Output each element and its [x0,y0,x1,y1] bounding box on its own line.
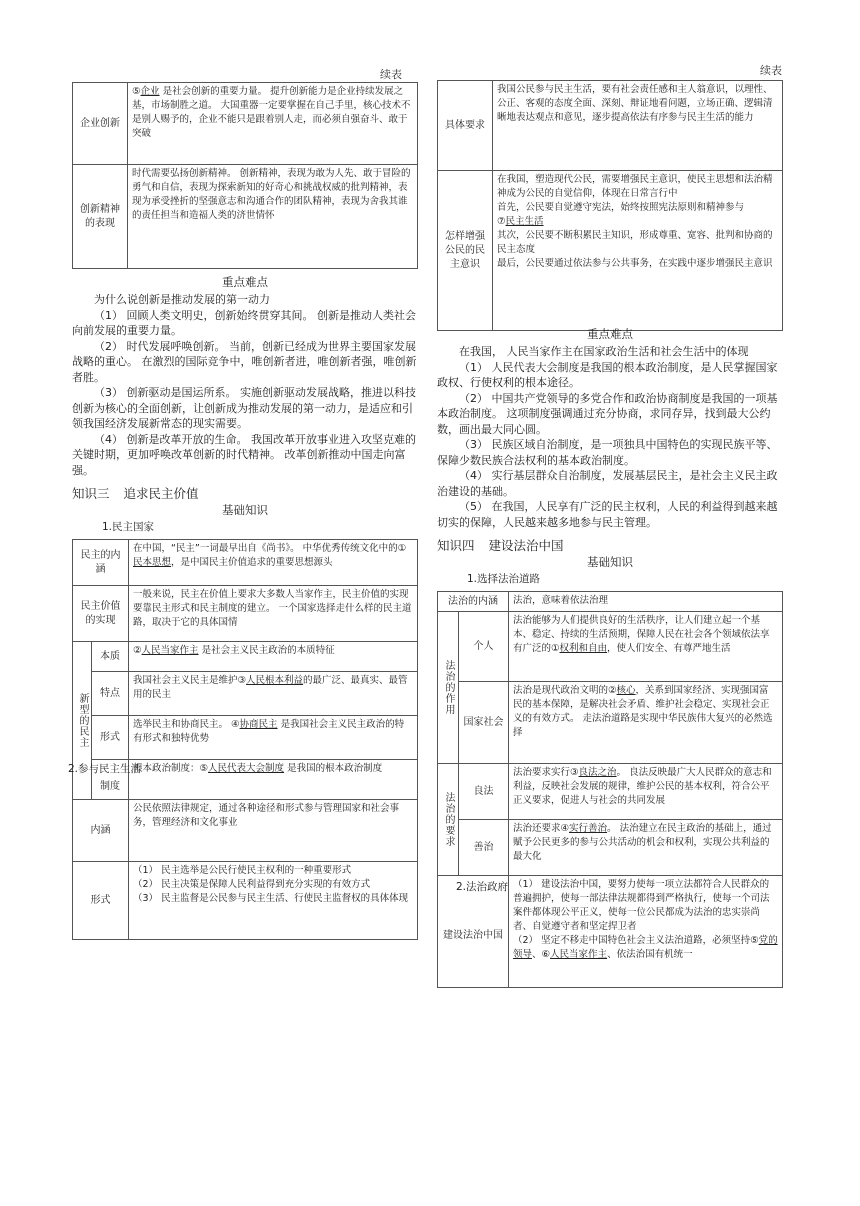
row-text [129,672,418,716]
cell-line: 在我国，塑造现代公民，需要增强民主意识，使民主思想和法治精神成为公民的自觉信仰，体现在日常言行中 [497,174,773,199]
blank-answer: 实行善治 [569,823,608,834]
cell-text: ② [133,645,142,656]
row-label: 个人 [459,612,509,682]
list-item: （2） 民主决策是保障人民利益得到充分实现的有效方式 [133,879,371,890]
cell-text: 是我国的根本政治制度 [284,763,383,774]
participation-table [437,80,783,331]
row-text [509,764,783,820]
group-label: 新型的民主 [73,642,92,800]
row-label: 形式 [73,862,129,940]
cell-line [497,215,778,229]
row-label: 本质 [92,642,129,672]
row-label: 具体要求 [438,81,493,171]
row-text: 是社会创新的重要力量。 提升创新能力是企业持续发展之基，市场制胜之道。 大国重器一定要掌握在自己手里，核心技术不是别人赐予的，企业不能只是跟着别人走，而必须自强奋斗、敢于突破 [132,86,411,139]
row-label: 善治 [459,820,509,876]
group-label: 法治的要求 [438,764,459,876]
cell-text: 、⑥ [532,949,551,960]
blank-answer: 权利和自由 [559,643,608,654]
list-item: （1） 民主选举是公民行使民主权利的一种重要形式 [133,865,352,876]
rule-of-law-table [437,591,783,988]
section-title: 建设法治中国 [488,538,564,553]
blank-answer: 核心 [616,685,636,696]
row-text [129,642,418,672]
key-intro: 在我国， 人民当家作主在国家政治生活和社会生活中的体现 [459,345,749,358]
cell-text: 的最广泛、最真实、最管用的民主 [133,675,408,700]
row-text: 公民依照法律规定，通过各种途径和形式参与管理国家和社会事务，管理经济和文化事业 [129,800,418,862]
row-text [493,171,783,331]
key-para: （5） 在我国，人民享有广泛的民主权利，人民的利益得到越来越切实的保障，人民越来越多地参与民主管理。 [437,500,778,529]
cell-text: 。 法治建立在民主政治的基础上，通过赋予公民更多的参与公共活动的机会和权利，实现公共利益的最大化 [513,823,772,862]
group-label: 法治的作用 [438,612,459,764]
cell-text: 法治能够为人们提供良好的生活秩序，让人们建立起一个基本、稳定、持续的生活预期，保障人民在社会各个领域依法享有广泛的① [513,615,770,654]
cell-text: 在中国，“民主”一词最早出自《尚书》。 中华优秀传统文 [133,543,370,554]
row-text [509,876,783,988]
row-text [509,682,783,764]
cell-text: （2） 坚定不移走中国特色社会主义法治道路，必须坚持 [513,935,751,946]
key-title-left: 重点难点 [222,275,268,289]
row-label: 特点 [92,672,129,716]
basic-title-right: 基础知识 [587,555,633,569]
row-text: 一般来说，民主在价值上要求大多数人当家作主，民主价值的实现要靠民主形式和民主制度的建立。 一个国家选择走什么样的民主道路，取决于它的具体国情 [129,586,418,642]
cell-line [513,934,778,962]
innovation-table [72,82,418,269]
subheading-democracy-state: 1.民主国家 [102,521,155,533]
row-label: 民主价值的实现 [73,586,129,642]
blank-answer: 人民当家作主 [550,949,608,960]
blank-answer: 企业 [140,86,160,97]
section4-heading [437,538,783,553]
cell-line: 首先，公民要自觉遵守宪法，始终按照宪法原则和精神参与 [497,202,745,213]
row-label: 内涵 [73,800,129,862]
section-title: 追求民主价值 [123,486,199,501]
row-text [129,760,418,800]
row-label: 良法 [459,764,509,820]
row-label-enterprise: 企业创新 [73,83,128,165]
cell-text: 是社会主义民主政治的本质特征 [198,645,335,656]
cell-text: ，使人们安全、有尊严地生活 [607,643,731,654]
cell-text: 选举民主和协商民主。 ④ [133,719,240,730]
section-number: 知识四 [437,538,475,553]
row-label: 法治的内涵 [438,592,509,612]
key-para: （2） 中国共产党领导的多党合作和政治协商制度是我国的一项基本政治制度。 这项制度强调通过充分协商，求同存异，找到最大公约数，画出最大同心圆。 [437,391,778,436]
right-column [437,80,783,988]
row-text: 法治，意味着依法治理 [509,592,783,612]
democracy-table [68,539,418,940]
continue-label-left: 续表 [380,68,402,81]
cell-text: 、依法治国有机统一 [607,949,693,960]
blank-answer: 人民根本利益 [246,675,304,686]
list-item: （3） 民主监督是公民参与民主生活、行使民主监督权的具体体现 [133,893,409,904]
key-para: （3） 民族区域自治制度，是一项独具中国特色的实现民族平等、保障少数民族合法权利的基本政治制度。 [437,438,778,467]
key-para: （1） 回顾人类文明史，创新始终贯穿其间。 创新是推动人类社会向前发展的重要力量。 [72,308,416,337]
row-text-enterprise [128,83,418,165]
cell-text: 根本政治制度：⑤ [133,763,209,774]
key-question: 为什么说创新是推动发展的第一动力 [94,293,270,306]
blank-number: ⑤ [132,86,141,97]
row-label-spirit: 创新精神的表现 [73,165,128,269]
cell-text: 我国社会主义民主是维护③ [133,675,247,686]
key-para: （1） 人民代表大会制度是我国的根本政治制度，是人民掌握国家政权、行使权利的根本途径。 [437,360,778,389]
row-label [438,876,509,988]
cell-line: 最后，公民要通过依法参与公共事务，在实践中逐步增强民主意识 [497,258,773,269]
blank-answer: 民本思想 [133,557,172,568]
key-para: （4） 实行基层群众自治制度，发展基层民主，是社会主义民主政治建设的基础。 [437,469,778,498]
cell-text: 法治还要求④ [513,823,570,834]
blank-answer: 人民当家作主 [141,645,199,656]
row-text: 我国公民参与民主生活，要有社会责任感和主人翁意识，以理性、公正、客观的态度全面、深刻、辩证地看问题，立场正确、逻辑清晰地表达观点和意见，逐步提高依法有序参与民主生活的能力 [493,81,783,171]
row-label: 形式 [92,716,129,760]
continue-label-right: 续表 [760,64,782,77]
key-para: （4） 创新是改革开放的生命。 我国改革开放事业进入攻坚克难的关键时期，更加呼唤改革创新的时代精神。 改革创新推动中国走向富强。 [72,432,416,477]
section-number: 知识三 [72,486,110,501]
cell-text: 是我国社会主义民主政治的特有形式和独特优势 [133,719,405,744]
row-label-text: 建设法治中国 [443,929,503,941]
row-label-text: 制度 [100,780,120,792]
blank-number: ⑤ [750,935,759,946]
row-text [509,612,783,682]
blank-answer: 人民代表大会制度 [208,763,285,774]
cell-text: ，是中国民主价值追求的重要思想源头 [171,557,333,568]
blank-number: ⑦ [497,216,506,227]
key-para: （3） 创新驱动是国运所系。 实施创新驱动发展战略，推进以科技创新为核心的全面创新，让创新成为推动发展的第一动力，是适应和引领我国经济发展新常态的现实需要。 [72,386,416,430]
blank-answer: 协商民主 [239,719,278,730]
overlay-subheading: 2.参与民主生活 [68,763,142,775]
section3-heading [72,486,418,501]
row-text [129,862,418,940]
cell-text: 法治是现代政治文明的② [513,685,617,696]
cell-text: 法治要求实行③ [513,767,579,778]
key-para: （2） 时代发展呼唤创新。 当前，创新已经成为世界主要国家发展战略的重心。 在激烈的国际竞争中，唯创新者进，唯创新者强，唯创新者胜。 [72,339,417,384]
subheading-rule-of-law: 1.选择法治道路 [467,573,541,585]
row-text [509,820,783,876]
blank-answer: 党的领导 [513,935,778,960]
cell-text: 化中的① [369,543,407,554]
row-text-spirit: 时代需要弘扬创新精神。 创新精神，表现为敢为人先、敢于冒险的勇气和自信，表现为探索新知的好奇心和挑战权威的批判精神，表现为承受挫折的坚强意志和沟通合作的团队精神，表现为舍我其谁的责任担当和造福人类的济世情怀 [128,165,418,269]
row-text [129,716,418,760]
cell-line: （1） 建设法治中国，要努力使每一项立法都符合人民群众的普遍拥护，使每一部法律法规都得到严格执行，使每一个司法案件都体现公平正义，使每一位公民都成为法治的忠实崇尚者、自觉遵守者和坚定捍卫者 [513,879,770,932]
basic-title-left: 基础知识 [222,503,268,517]
row-label: 民主的内涵 [73,540,129,586]
row-label: 国家社会 [459,682,509,764]
row-label: 怎样增强公民的民主意识 [438,171,493,331]
cell-text: 。 良法反映最广大人民群众的意志和利益，反映社会发展的规律，维护公民的基本权利，符合公平正义要求，促进人与社会的共同发展 [513,767,772,806]
blank-answer: 良法之治 [578,767,617,778]
row-label [68,760,142,800]
row-text [129,540,418,586]
overlay-subheading: 2.法治政府 [456,881,509,893]
blank-answer: 民主生活 [505,216,544,227]
cell-line: 其次，公民要不断积累民主知识，形成尊重、宽容、批判和协商的民主态度 [497,230,773,255]
cell-text: ，关系到国家经济、实现强国富民的基本保障，是解决社会矛盾、维护社会稳定、实现社会正义的有效方式。 走法治道路是实现中华民族伟大复兴的必然选择 [513,685,773,738]
left-column [68,82,418,940]
key-title-right: 重点难点 [587,327,633,341]
